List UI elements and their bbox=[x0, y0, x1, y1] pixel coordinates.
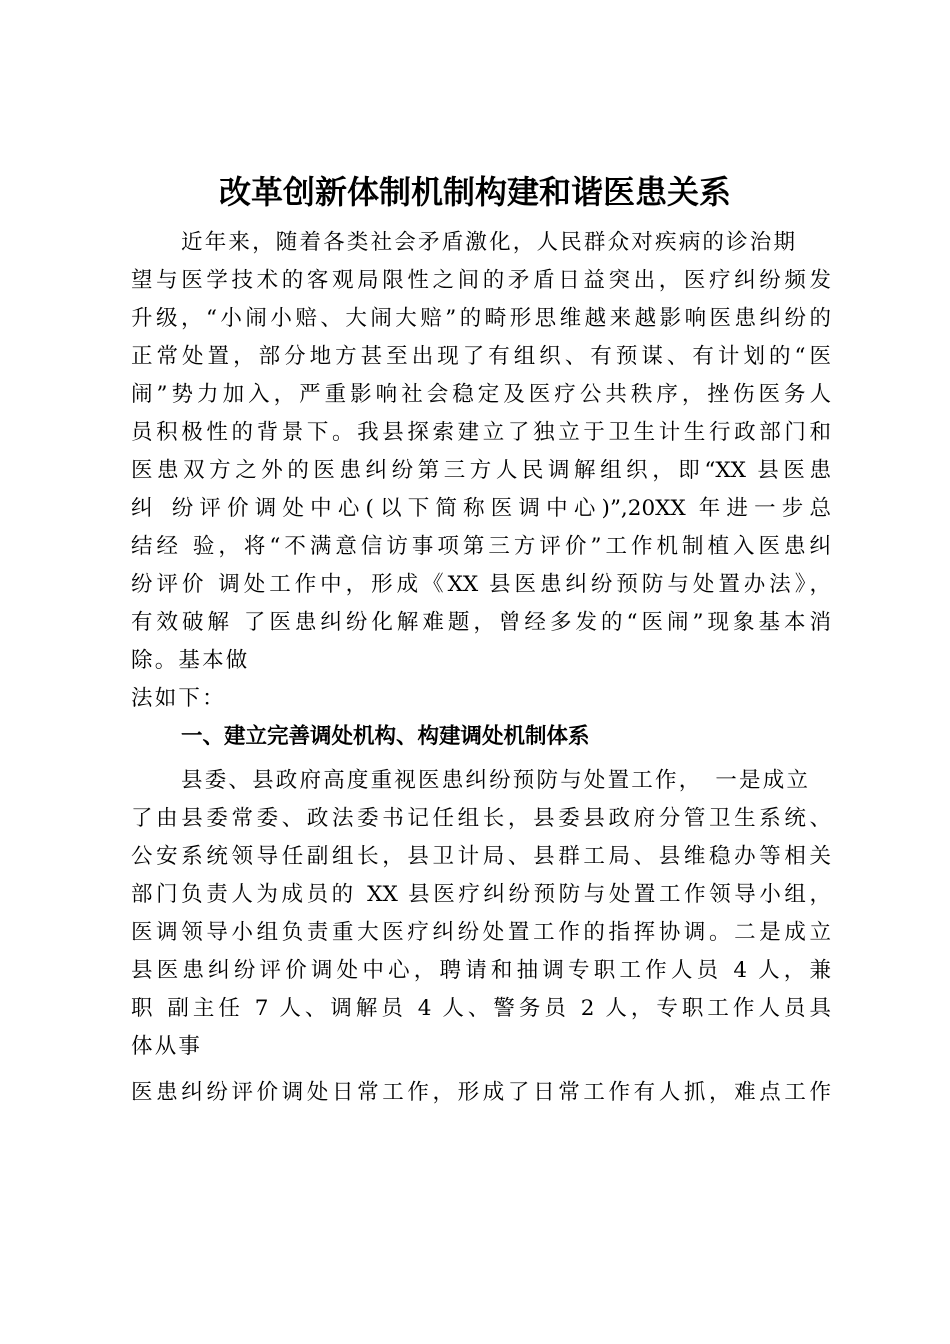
paragraph-line: 正常处置，部分地方甚至出现了有组织、有预谋、有计划的“医 bbox=[131, 344, 831, 369]
paragraph-line: 了由县委常委、政法委书记任组长，县委县政府分管卫生系统、 bbox=[131, 806, 831, 831]
document-title: 改革创新体制机制构建和谐医患关系 bbox=[218, 173, 731, 211]
paragraph-line: 法如下： bbox=[131, 686, 226, 711]
paragraph-line: 部门负责人为成员的 XX 县医疗纠纷预防与处置工作领导小组， bbox=[131, 882, 831, 907]
paragraph-line: 望与医学技术的客观局限性之间的矛盾日益突出，医疗纠纷频发 bbox=[131, 268, 831, 293]
paragraph-line: 县委、县政府高度重视医患纠纷预防与处置工作， 一是成立 bbox=[181, 768, 811, 793]
paragraph-line: 职 副主任 7 人、调解员 4 人、警务员 2 人，专职工作人员具 bbox=[131, 996, 831, 1021]
paragraph-line: 升级，“小闹小赔、大闹大赔”的畸形思维越来越影响医患纠纷的 bbox=[131, 306, 831, 331]
paragraph-line: 体从事 bbox=[131, 1034, 203, 1059]
paragraph-line: 除。基本做 bbox=[131, 648, 250, 673]
section-heading: 一、建立完善调处机构、构建调处机制体系 bbox=[181, 724, 590, 749]
paragraph-line: 纠 纷评价调处中心(以下简称医调中心)”,20XX 年进一步总 bbox=[131, 496, 831, 521]
paragraph-line: 近年来，随着各类社会矛盾激化，人民群众对疾病的诊治期 bbox=[181, 230, 798, 255]
paragraph-line: 医患纠纷评价调处日常工作，形成了日常工作有人抓，难点工作 bbox=[131, 1080, 831, 1105]
paragraph-line: 有效破解 了医患纠纷化解难题，曾经多发的“医闹”现象基本消 bbox=[131, 610, 831, 635]
paragraph-line: 闹”势力加入，严重影响社会稳定及医疗公共秩序，挫伤医务人 bbox=[131, 382, 831, 407]
paragraph-line: 医患双方之外的医患纠纷第三方人民调解组织，即“XX 县医患 bbox=[131, 458, 831, 483]
paragraph-line: 公安系统领导任副组长，县卫计局、县群工局、县维稳办等相关 bbox=[131, 844, 831, 869]
paragraph-line: 员积极性的背景下。我县探索建立了独立于卫生计生行政部门和 bbox=[131, 420, 831, 445]
paragraph-line: 结经 验，将“不满意信访事项第三方评价”工作机制植入医患纠 bbox=[131, 534, 831, 559]
paragraph-line: 医调领导小组负责重大医疗纠纷处置工作的指挥协调。二是成立 bbox=[131, 920, 831, 945]
paragraph-line: 纷评价 调处工作中，形成《XX 县医患纠纷预防与处置办法》， bbox=[131, 572, 831, 597]
paragraph-line: 县医患纠纷评价调处中心，聘请和抽调专职工作人员 4 人，兼 bbox=[131, 958, 831, 983]
